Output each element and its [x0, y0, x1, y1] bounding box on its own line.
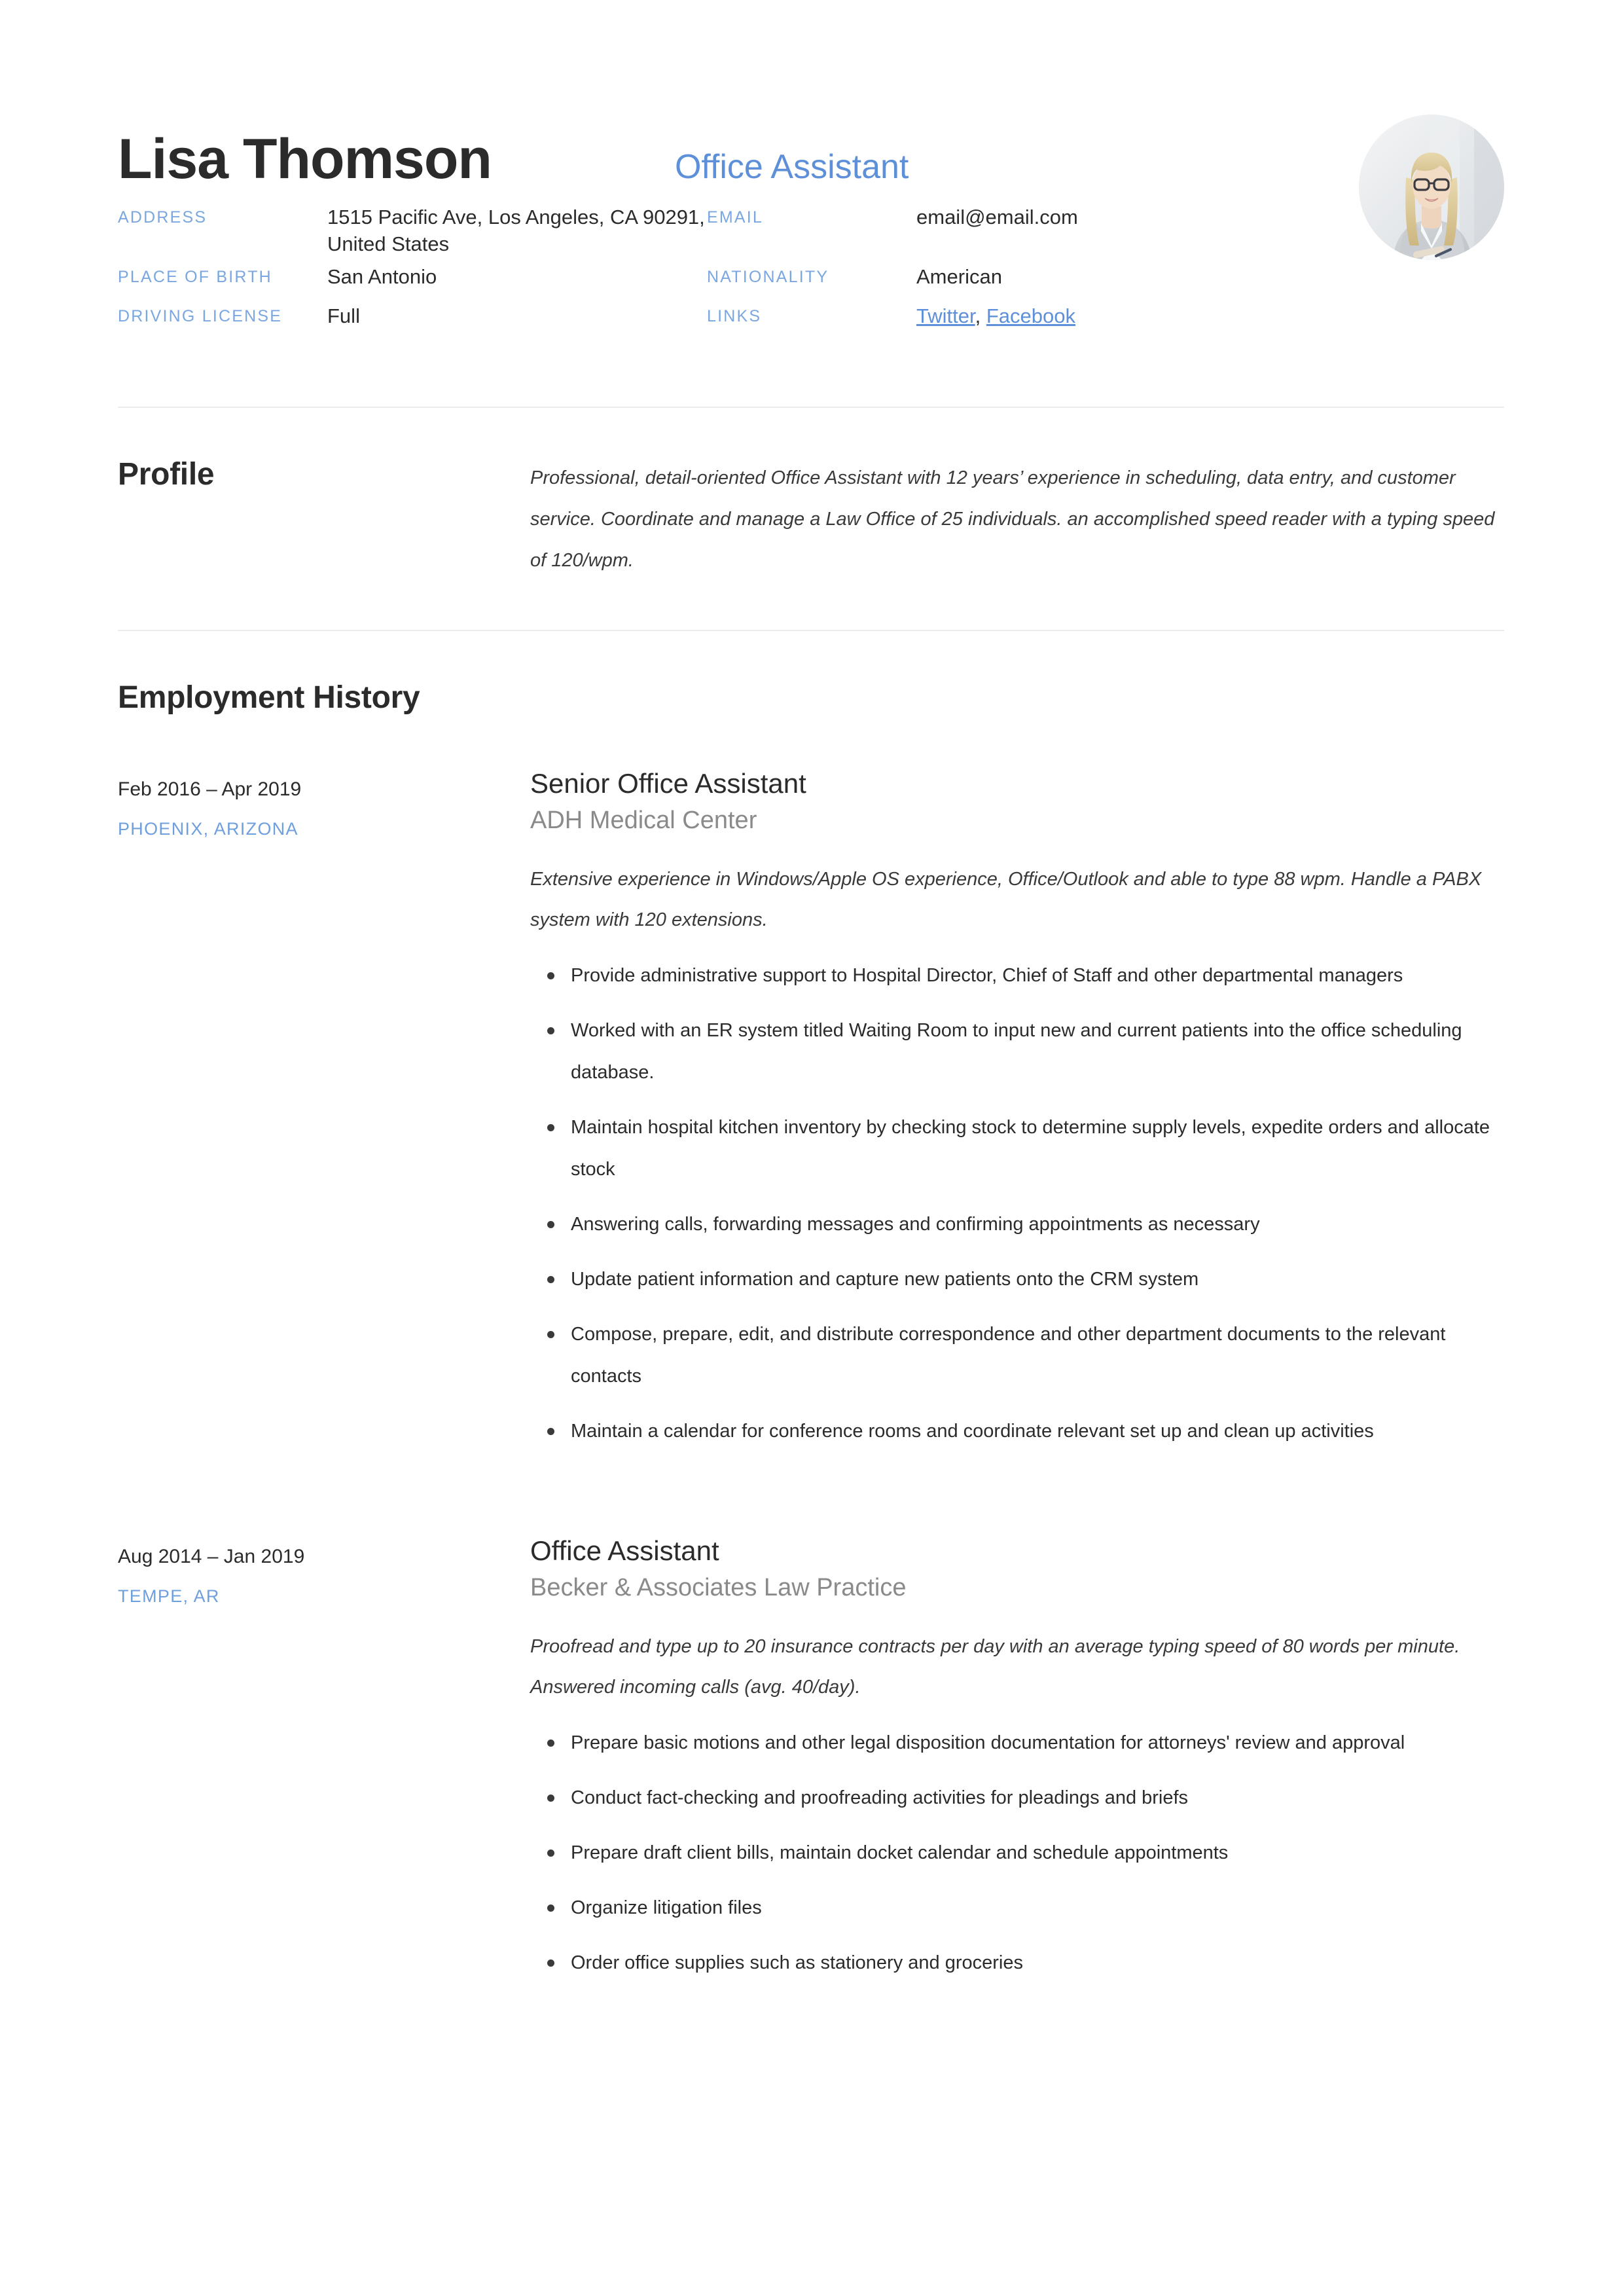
employment-company: Becker & Associates Law Practice	[530, 1574, 907, 1602]
employment-entry-meta	[118, 1534, 530, 1607]
employment-summary: Extensive experience in Windows/Apple OS experience, Office/Outlook and able to type 88 wpm. Handle a PABX system with 120 extensions.	[530, 868, 1482, 930]
avatar	[1359, 115, 1504, 260]
contact-value-place-of-birth: San Antonio	[327, 265, 437, 288]
contact-value-address: 1515 Pacific Ave, Los Angeles, CA 90291, United States	[327, 206, 705, 255]
employment-heading: Employment History	[118, 680, 420, 715]
employment-role: Senior Office Assistant	[530, 767, 806, 799]
resume-header	[118, 0, 1504, 191]
employment-location: TEMPE, AR	[118, 1586, 220, 1606]
list-item: Prepare draft client bills, maintain docket calendar and schedule appointments	[571, 1832, 1504, 1874]
employment-bullet-list	[530, 1722, 1504, 1984]
profile-text: Professional, detail-oriented Office Assistant with 12 years’ experience in scheduling, data entry, and customer service. Coordinate and manage a Law Office of 25 individuals. an accomplished speed reader with a typing speed of 120/wpm.	[530, 467, 1495, 571]
profile-body	[530, 458, 1504, 581]
contact-details	[118, 198, 1504, 336]
profile-heading: Profile	[118, 457, 215, 492]
list-item: Maintain hospital kitchen inventory by checking stock to determine supply levels, expedite orders and allocate stock	[571, 1106, 1504, 1190]
list-item: Update patient information and capture new patients onto the CRM system	[571, 1258, 1504, 1300]
contact-value-email: email@email.com	[916, 206, 1078, 228]
employment-location: PHOENIX, ARIZONA	[118, 818, 298, 839]
page-title: Lisa Thomson	[118, 128, 492, 191]
profile-section	[118, 458, 1504, 581]
employment-entry	[118, 767, 1504, 1452]
contact-value-nationality: American	[916, 265, 1002, 288]
list-item: Conduct fact-checking and proofreading activities for pleadings and briefs	[571, 1777, 1504, 1819]
list-item: Compose, prepare, edit, and distribute correspondence and other department documents to the relevant contacts	[571, 1313, 1504, 1397]
list-item: Prepare basic motions and other legal disposition documentation for attorneys' review and approval	[571, 1722, 1504, 1764]
list-item: Answering calls, forwarding messages and confirming appointments as necessary	[571, 1203, 1504, 1245]
contact-value-driving-license: Full	[327, 304, 360, 327]
employment-company: ADH Medical Center	[530, 807, 757, 835]
list-item: Order office supplies such as stationery and groceries	[571, 1942, 1504, 1984]
link-separator: ,	[975, 304, 986, 327]
employment-role: Office Assistant	[530, 1535, 719, 1566]
employment-bullet-list	[530, 955, 1504, 1452]
contact-label-driving-license: DRIVING LICENSE	[118, 307, 283, 325]
contact-value-links	[916, 297, 1504, 336]
contact-label-nationality: NATIONALITY	[707, 268, 829, 286]
employment-entry-detail	[530, 1534, 1504, 1984]
contact-label-address: ADDRESS	[118, 208, 207, 227]
employment-entry-detail	[530, 767, 1504, 1452]
employment-dates: Feb 2016 – Apr 2019	[118, 778, 302, 800]
job-title-headline: Office Assistant	[674, 148, 909, 186]
contact-label-links: LINKS	[707, 307, 762, 325]
link-twitter[interactable]: Twitter	[916, 304, 975, 327]
list-item: Worked with an ER system titled Waiting Room to input new and current patients into the office scheduling database.	[571, 1010, 1504, 1093]
employment-summary: Proofread and type up to 20 insurance contracts per day with an average typing speed of 80 words per minute. Answered incoming calls (avg. 40/day).	[530, 1635, 1460, 1698]
list-item: Organize litigation files	[571, 1887, 1504, 1929]
name-row	[118, 128, 1504, 191]
contact-label-email: EMAIL	[707, 208, 764, 227]
list-item: Maintain a calendar for conference rooms and coordinate relevant set up and clean up activities	[571, 1410, 1504, 1452]
portrait-photo-icon	[1359, 115, 1504, 260]
list-item: Provide administrative support to Hospital Director, Chief of Staff and other departmental managers	[571, 955, 1504, 996]
employment-entry	[118, 1534, 1504, 1984]
link-facebook[interactable]: Facebook	[986, 304, 1075, 327]
employment-dates: Aug 2014 – Jan 2019	[118, 1545, 305, 1567]
employment-entry-meta	[118, 767, 530, 839]
contact-label-place-of-birth: PLACE OF BIRTH	[118, 268, 272, 286]
